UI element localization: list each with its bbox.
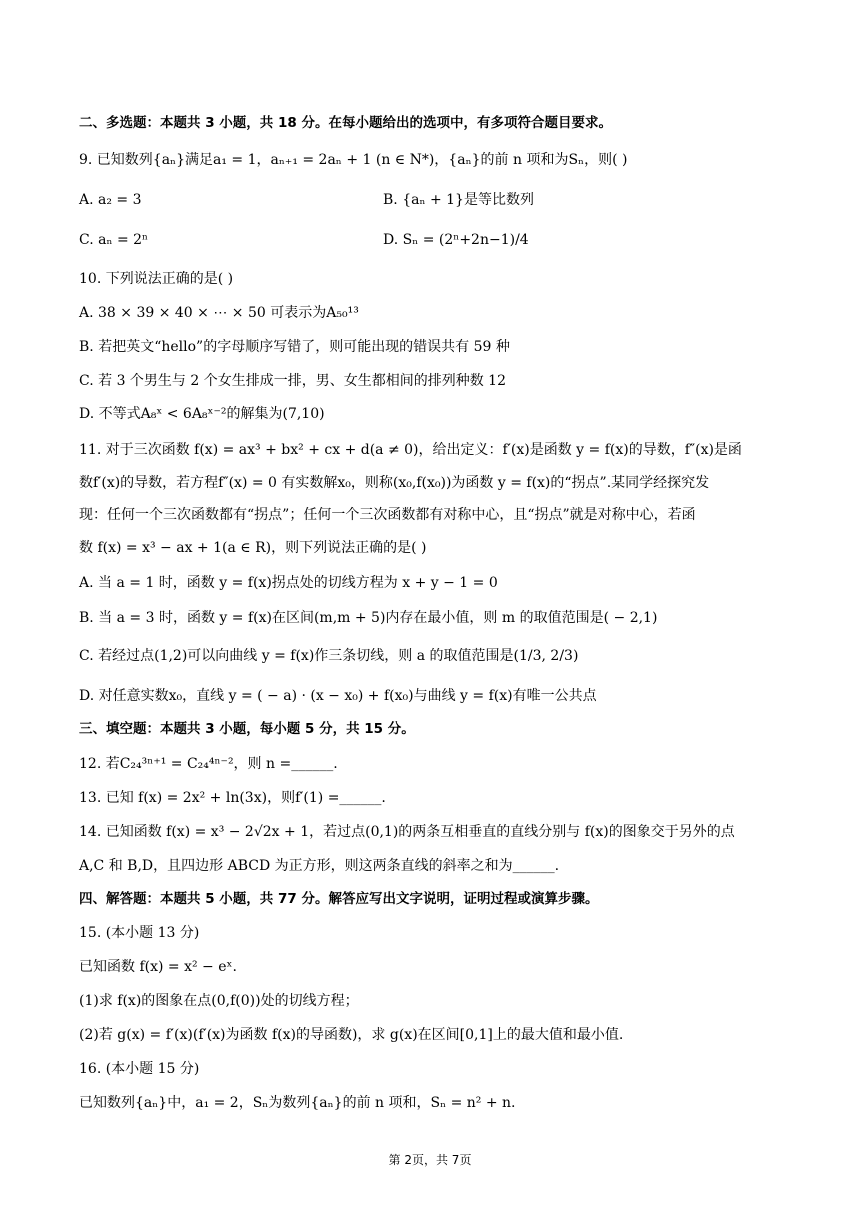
question-9-stem: 9. 已知数列{aₙ}满足a₁ = 1，aₙ₊₁ = 2aₙ + 1 (n ∈ N*)，{aₙ}的前 n 项和为Sₙ，则( ) (79, 152, 628, 168)
question-11-line-3: 现：任何一个三次函数都有“拐点”；任何一个三次函数都有对称中心，且“拐点”就是对称中心，若函 (79, 507, 696, 523)
section-heading-fill-in: 三、填空题：本题共 3 小题，每小题 5 分，共 15 分。 (79, 721, 415, 737)
question-11-line-2: 数f′(x)的导数，若方程f″(x) = 0 有实数解x₀，则称(x₀,f(x₀))为函数 y = f(x)的“拐点”.某同学经探究发 (79, 475, 710, 491)
question-11-option-d: D. 对任意实数x₀，直线 y = ( − a) · (x − x₀) + f(x₀)与曲线 y = f(x)有唯一公共点 (79, 688, 597, 704)
section-heading-multiple-choice: 二、多选题：本题共 3 小题，共 18 分。在每小题给出的选项中，有多项符合题目要求。 (79, 115, 612, 131)
question-16-stem: 已知数列{aₙ}中，a₁ = 2，Sₙ为数列{aₙ}的前 n 项和，Sₙ = n² + n. (79, 1095, 516, 1111)
question-11-option-b: B. 当 a = 3 时，函数 y = f(x)在区间(m,m + 5)内存在最小值，则 m 的取值范围是( − 2,1) (79, 610, 658, 626)
question-15-title: 15. (本小题 13 分) (79, 925, 200, 941)
question-15-stem: 已知函数 f(x) = x² − eˣ. (79, 959, 237, 975)
question-10-option-d: D. 不等式A₈ˣ < 6A₈ˣ⁻²的解集为(7,10) (79, 406, 325, 422)
question-9-option-b: B. {aₙ + 1}是等比数列 (383, 192, 534, 208)
question-11-line-1: 11. 对于三次函数 f(x) = ax³ + bx² + cx + d(a ≠ 0)，给出定义：f′(x)是函数 y = f(x)的导数，f″(x)是函 (79, 442, 742, 458)
question-13: 13. 已知 f(x) = 2x² + ln(3x)，则f′(1) =______. (79, 790, 386, 806)
question-14-line-2: A,C 和 B,D，且四边形 ABCD 为正方形，则这两条直线的斜率之和为______. (79, 858, 560, 874)
question-12: 12. 若C₂₄³ⁿ⁺¹ = C₂₄⁴ⁿ⁻²，则 n =______. (79, 756, 338, 772)
question-11-option-c: C. 若经过点(1,2)可以向曲线 y = f(x)作三条切线，则 a 的取值范围是(1/3, 2/3) (79, 648, 579, 664)
question-16-title: 16. (本小题 15 分) (79, 1061, 200, 1077)
page-footer: 第 2页，共 7页 (388, 1153, 472, 1167)
question-11-line-4: 数 f(x) = x³ − ax + 1(a ∈ R)，则下列说法正确的是( ) (79, 540, 427, 556)
question-10-option-a: A. 38 × 39 × 40 × ⋯ × 50 可表示为A₅₀¹³ (79, 305, 359, 321)
question-9-option-c: C. aₙ = 2ⁿ (79, 232, 149, 248)
question-10-stem: 10. 下列说法正确的是( ) (79, 271, 234, 287)
question-9-option-a: A. a₂ = 3 (79, 192, 142, 208)
question-15-part-2: (2)若 g(x) = f′(x)(f′(x)为函数 f(x)的导函数)，求 g(x)在区间[0,1]上的最大值和最小值. (79, 1027, 624, 1043)
question-11-option-a: A. 当 a = 1 时，函数 y = f(x)拐点处的切线方程为 x + y − 1 = 0 (79, 575, 498, 591)
question-10-option-b: B. 若把英文“hello”的字母顺序写错了，则可能出现的错误共有 59 种 (79, 339, 510, 355)
question-9-option-d: D. Sₙ = (2ⁿ+2n−1)/4 (383, 232, 529, 248)
question-14-line-1: 14. 已知函数 f(x) = x³ − 2√2x + 1，若过点(0,1)的两条互相垂直的直线分别与 f(x)的图象交于另外的点 (79, 824, 735, 840)
section-heading-solutions: 四、解答题：本题共 5 小题，共 77 分。解答应写出文字说明，证明过程或演算步骤。 (79, 891, 599, 907)
question-15-part-1: (1)求 f(x)的图象在点(0,f(0))处的切线方程； (79, 993, 359, 1009)
question-10-option-c: C. 若 3 个男生与 2 个女生排成一排，男、女生都相间的排列种数 12 (79, 373, 506, 389)
